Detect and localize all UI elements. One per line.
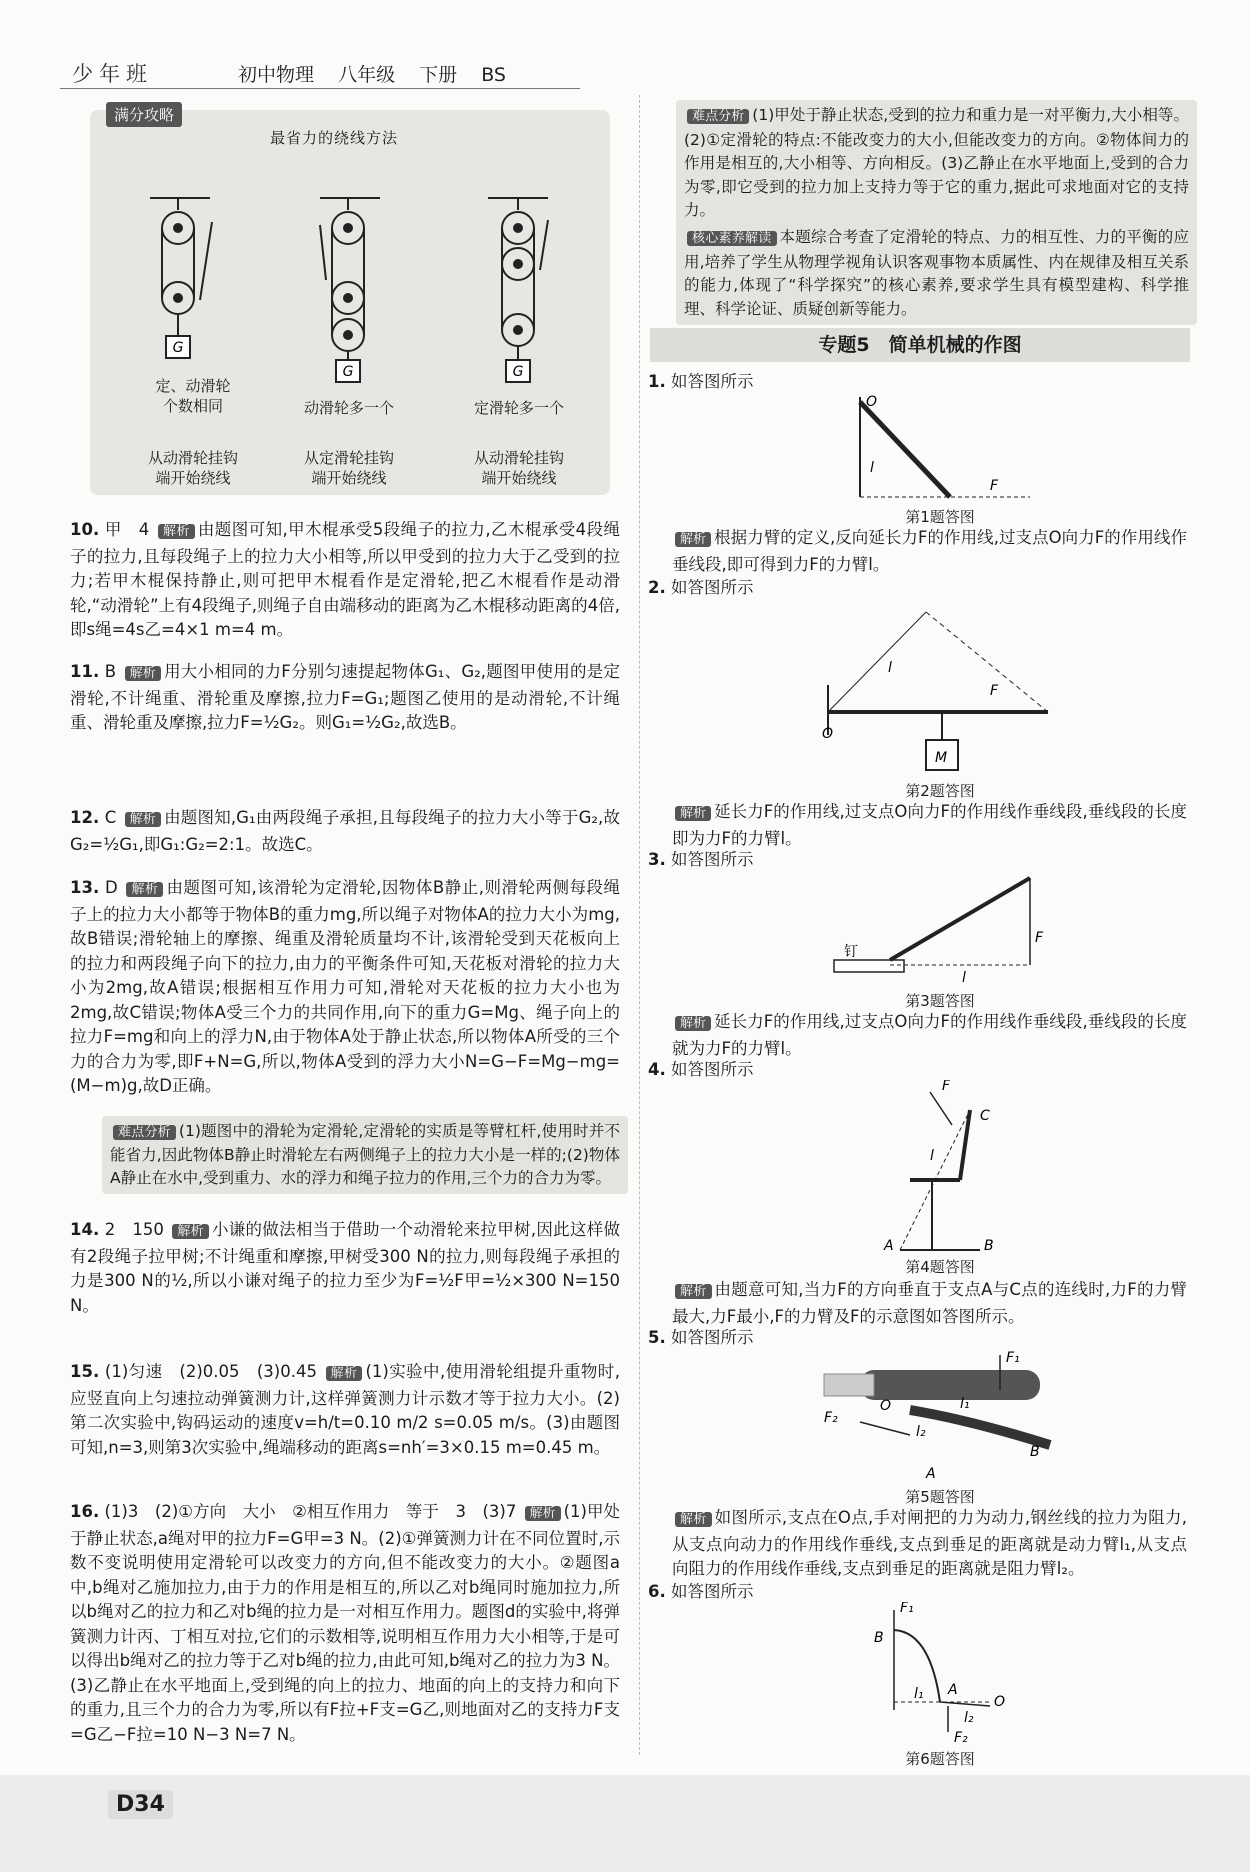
d4-label-B: B <box>984 1238 994 1254</box>
d5-label-A: A <box>926 1466 936 1482</box>
core-literacy: 核心素养解读 本题综合考查了定滑轮的特点、力的相互性、力的平衡的应用,培养了学生从物理学视角认识客观事物本质属性、内在规律及相互关系的能力,体现了“科学探究”的核心素养,要求学生具有模型建构、科学推理、科学论证、质疑创新等能力。 <box>676 222 1197 325</box>
column-divider <box>639 95 640 1755</box>
d5-label-O: O <box>880 1398 892 1414</box>
item-4-lead: 4. 如答图所示 <box>648 1060 754 1079</box>
strategy-tag: 满分攻略 <box>106 102 182 127</box>
analysis-4: 解析 由题意可知,当力F的方向垂直于支点A与C点的连线时,力F的力臂最大,力F最小,F的力臂及F的示意图如答图所示。 <box>672 1280 1187 1326</box>
analysis-2: 解析 延长力F的作用线,过支点O向力F的作用线作垂线段,垂线段的长度即为力F的力臂l。 <box>672 802 1187 848</box>
strategy-title: 最省力的绕线方法 <box>270 129 399 147</box>
d6-label-B: B <box>874 1630 884 1646</box>
weight-label-1: G <box>172 340 184 356</box>
d2-label-O: O <box>822 726 834 742</box>
diagram-5 <box>820 1350 1060 1490</box>
difficulty-q13: 难点分析 (1)题图中的滑轮为定滑轮,定滑轮的实质是等臂杠杆,使用时并不能省力,因此物体B静止时滑轮左右两侧绳子上的拉力大小是一样的;(2)物体A静止在水中,受到重力、水的浮力和绳子拉力的作用,三个力的合力为零。 <box>102 1116 628 1194</box>
d6-label-A: A <box>948 1682 958 1698</box>
d6-label-l2: l₂ <box>964 1710 974 1726</box>
d6-label-F2: F₂ <box>954 1730 968 1746</box>
weight-label-3: G <box>512 364 524 380</box>
subject: 初中物理 <box>238 64 315 86</box>
analysis-1: 解析 根据力臂的定义,反向延长力F的作用线,过支点O向力F的作用线作垂线段,即可得到力F的力臂l。 <box>672 528 1187 574</box>
d5-label-l2: l₂ <box>916 1424 926 1440</box>
d5-label-B: B <box>1030 1444 1040 1460</box>
d4-label-l: l <box>930 1148 934 1164</box>
diagram-4 <box>870 1080 1010 1260</box>
d2-label-F: F <box>990 683 999 699</box>
d1-label-l: l <box>870 460 874 476</box>
answer-q10: 10. 甲 4 解析 由题图可知,甲木棍承受5段绳子的拉力,乙木棍承受4段绳子的拉力,且每段绳子上的拉力大小相等,所以甲受到的拉力大于乙受到的拉力;若甲木棍保持静止,则可把甲木棍看作是定滑轮,把乙木棍看作是动滑轮,“动滑轮”上有4段绳子,则绳子自由端移动的距离为乙木棍移动距离的4倍,即s绳=4s乙=4×1 m=4 m。 <box>70 520 621 639</box>
d3-label-nail: 钉 <box>844 944 858 960</box>
item-6-lead: 6. 如答图所示 <box>648 1582 754 1601</box>
item-2-lead: 2. 如答图所示 <box>648 578 754 597</box>
weight-label-2: G <box>342 364 354 380</box>
diagram-1 <box>840 392 1040 514</box>
d6-label-l1: l₁ <box>914 1686 924 1702</box>
d2-label-l: l <box>888 660 892 676</box>
answer-q15: 15. (1)匀速 (2)0.05 (3)0.45 解析 (1)实验中,使用滑轮组提升重物时,应竖直向上匀速拉动弹簧测力计,这样弹簧测力计示数才等于拉力大小。(2)第二次实验中,钩码运动的速度v=h/t=0.10 m/2 s=0.05 m/s。(3)由题图可知,n=3,则第3次实验中,绳端移动的距离s=nh′=3×0.15 m=0.45 m。 <box>70 1362 620 1457</box>
edition: BS <box>481 64 506 86</box>
d5-label-F2: F₂ <box>824 1410 838 1426</box>
pulley-method-1: 从动滑轮挂钩 端开始绕线 <box>147 449 238 487</box>
d1-label-F: F <box>990 478 999 494</box>
volume: 下册 <box>419 64 458 86</box>
section-title: 专题5 简单机械的作图 <box>650 328 1190 362</box>
pulley-note-1: 定、动滑轮 个数相同 <box>155 377 231 415</box>
d6-label-O: O <box>994 1694 1006 1710</box>
d4-label-A: A <box>884 1238 894 1254</box>
diagram-2 <box>818 600 1058 780</box>
d3-label-F: F <box>1035 930 1044 946</box>
caption-2: 第2题答图 <box>905 782 975 800</box>
pulley-note-3: 定滑轮多一个 <box>473 399 564 417</box>
caption-6: 第6题答图 <box>905 1750 975 1768</box>
d6-label-F1: F₁ <box>900 1602 914 1616</box>
pulley-system-2 <box>320 198 380 382</box>
answer-q16: 16. (1)3 (2)①方向 大小 ②相互作用力 等于 3 (3)7 解析 (1)甲处于静止状态,a绳对甲的拉力F=G甲=3 N。(2)①弹簧测力计在不同位置时,示数不变说明使用定滑轮可以改变力的方向,但不能改变力的大小。②题图a中,b绳对乙施加拉力,由于力的作用是相互的,所以乙对b绳同时施加拉力,所以b绳对乙的拉力和乙对b绳的拉力是一对相互作用力。题图d的实验中,将弹簧测力计丙、丁相互对拉,它们的示数相等,说明相互作用力大小相等,于是可以得出b绳对乙的拉力等于乙对b绳的拉力,由此可知,b绳对乙的拉力为3 N。(3)乙静止在水平地面上,受到绳的向上的拉力、地面的向上的支持力和向下的重力,且三个力的合力为零,所以有F拉+F支=G乙,则地面对乙的支持力F支=G乙−F拉=10 N−3 N=7 N。 <box>70 1502 621 1744</box>
analysis-3: 解析 延长力F的作用线,过支点O向力F的作用线作垂线段,垂线段的长度就为力F的力臂l。 <box>672 1012 1187 1058</box>
footer-band <box>0 1775 1250 1872</box>
caption-4: 第4题答图 <box>905 1258 975 1276</box>
d4-label-F: F <box>942 1080 951 1094</box>
grade: 八年级 <box>338 64 396 86</box>
item-1-lead: 1. 如答图所示 <box>648 372 754 391</box>
analysis-5: 解析 如图所示,支点在O点,手对闸把的力为动力,钢丝线的拉力为阻力,从支点向动力的作用线作垂线,支点到垂足的距离就是动力臂l₁,从支点向阻力的作用线作垂线,支点到垂足的距离就是阻力臂l₂。 <box>672 1508 1187 1578</box>
pulley-note-2: 动滑轮多一个 <box>303 399 394 417</box>
pulley-method-2: 从定滑轮挂钩 端开始绕线 <box>303 449 394 487</box>
caption-3: 第3题答图 <box>905 992 975 1010</box>
pulley-system-1 <box>150 198 212 358</box>
pulley-method-3: 从动滑轮挂钩 端开始绕线 <box>473 449 564 487</box>
brand-logo-text: 少年班 <box>72 62 153 86</box>
d5-label-F1: F₁ <box>1006 1350 1020 1366</box>
d4-label-C: C <box>980 1108 990 1124</box>
page-number: D34 <box>108 1790 173 1819</box>
answer-q14: 14. 2 150 解析 小谦的做法相当于借助一个动滑轮来拉甲树,因此这样做有2段绳子拉甲树;不计绳重和摩擦,甲树受300 N的拉力,则每段绳子承担的力是300 N的½,所以小谦对绳子的拉力至少为F=½F甲=½×300 N=150 N。 <box>70 1220 620 1315</box>
diagram-6 <box>870 1602 1010 1752</box>
answer-q11: 11. B 解析 用大小相同的力F分别匀速提起物体G₁、G₂,题图甲使用的是定滑轮,不计绳重、滑轮重及摩擦,拉力F=G₁;题图乙使用的是动滑轮,不计绳重、滑轮重及摩擦,拉力F=½G₂。则G₁=½G₂,故选B。 <box>70 662 620 732</box>
header-info <box>238 60 506 87</box>
caption-5: 第5题答图 <box>905 1488 975 1506</box>
item-3-lead: 3. 如答图所示 <box>648 850 754 869</box>
header-rule <box>60 88 580 89</box>
answer-q12: 12. C 解析 由题图知,G₁由两段绳子承担,且每段绳子的拉力大小等于G₂,故G₂=½G₁,即G₁:G₂=2:1。故选C。 <box>70 808 620 854</box>
pulley-system-3 <box>488 198 548 382</box>
d3-label-l: l <box>962 970 966 986</box>
pulley-diagrams <box>90 150 610 495</box>
diagram-3 <box>830 870 1060 990</box>
item-5-lead: 5. 如答图所示 <box>648 1328 754 1347</box>
d5-label-l1: l₁ <box>960 1396 970 1412</box>
answer-q13: 13. D 解析 由题图可知,该滑轮为定滑轮,因物体B静止,则滑轮两侧每段绳子上的拉力大小都等于物体B的重力mg,所以绳子对物体A的拉力大小为mg,故B错误;滑轮轴上的摩擦、绳重及滑轮质量均不计,该滑轮受到天花板向上的拉力和两段绳子向下的拉力,由力的平衡条件可知,天花板对滑轮的拉力大小为2mg,故A错误;根据相互作用力可知,滑轮对天花板的拉力大小也为2mg,故C错误;物体A受三个力的共同作用,向下的重力G=Mg、绳子向上的拉力F=mg和向上的浮力N,由于物体A处于静止状态,所以物体A所受的三个力的合力为零,即F+N=G,所以,物体A受到的浮力大小N=G−F=Mg−mg=(M−m)g,故D正确。 <box>70 878 620 1095</box>
caption-1: 第1题答图 <box>905 508 975 526</box>
d1-label-O: O <box>866 394 878 410</box>
difficulty-q16: 难点分析 (1)甲处于静止状态,受到的拉力和重力是一对平衡力,大小相等。(2)①定滑轮的特点:不能改变力的大小,但能改变力的方向。②物体间力的作用是相互的,大小相等、方向相反。(3)乙静止在水平地面上,受到的合力为零,即它受到的拉力加上支持力等于它的重力,据此可求地面对它的支持力。 <box>676 100 1197 227</box>
d2-label-M: M <box>935 750 948 766</box>
